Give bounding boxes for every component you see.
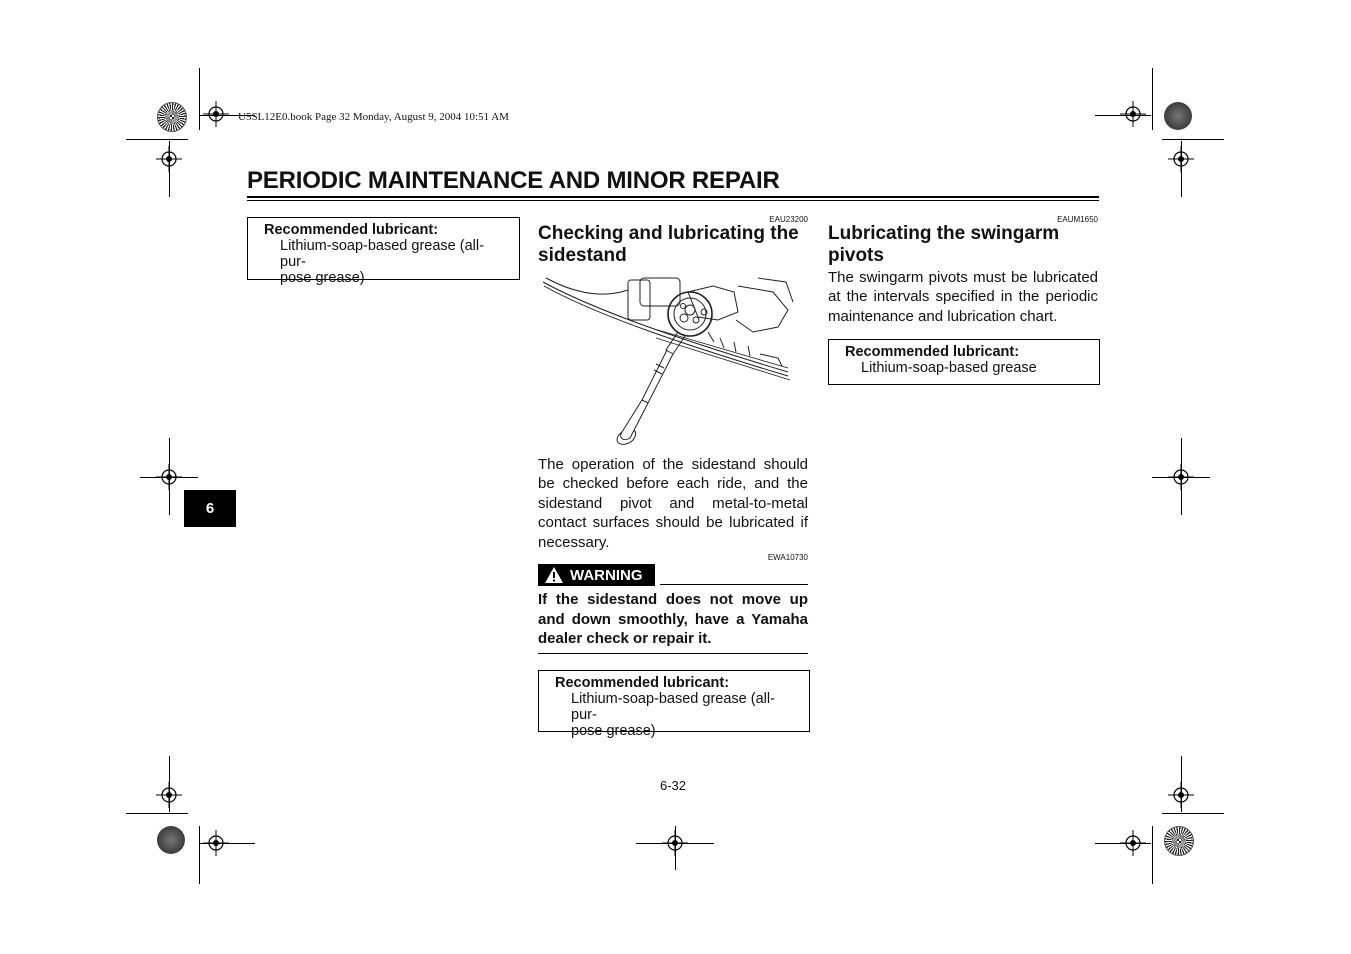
lubricant-box-right — [828, 339, 1100, 385]
warning-text: If the sidestand does not move up and down smoothly, have a Yamaha dealer check or repair it. — [538, 591, 808, 648]
lubricant-box-left — [247, 217, 520, 286]
warning-end-rule — [538, 653, 808, 654]
lubricant-value-line2: pose grease) — [571, 723, 656, 739]
warning-badge — [538, 564, 655, 586]
page-title: PERIODIC MAINTENANCE AND MINOR REPAIR — [247, 167, 780, 194]
registration-mark-icon — [1168, 146, 1194, 172]
lubricant-label: Recommended lubricant: — [555, 675, 730, 691]
warning-code: EWA10730 — [767, 553, 808, 562]
print-rosette-icon — [157, 102, 187, 132]
lubricant-value: Lithium-soap-based grease — [861, 360, 1037, 376]
section-code: EAU23200 — [769, 215, 808, 224]
section-heading-sidestand — [538, 223, 813, 267]
heading-line: Checking and lubricating the — [538, 223, 799, 244]
section-code: EAUM1650 — [1057, 215, 1098, 224]
registration-mark-icon — [1120, 830, 1146, 856]
registration-mark-icon — [156, 464, 182, 490]
heading-line: Lubricating the swingarm — [828, 223, 1060, 244]
lubricant-value-line2: pose grease) — [280, 270, 365, 286]
title-rule-thin — [247, 200, 1099, 201]
heading-line: pivots — [828, 245, 884, 266]
lubricant-label: Recommended lubricant: — [264, 222, 439, 238]
print-rosette-icon — [157, 826, 185, 854]
lubricant-value-line1: Lithium-soap-based grease (all-pur- — [571, 691, 775, 723]
registration-mark-icon — [662, 830, 688, 856]
lubricant-label: Recommended lubricant: — [845, 344, 1020, 360]
registration-mark-icon — [156, 782, 182, 808]
registration-mark-icon — [156, 146, 182, 172]
section-heading-swingarm — [828, 223, 1103, 267]
lubricant-box-middle — [538, 670, 810, 739]
sidestand-paragraph: The operation of the sidestand should be checked before each ride, and the sidestand pivot and metal-to-metal contact surfaces should be lubricated if necessary. — [538, 456, 808, 551]
lubricant-value-line1: Lithium-soap-based grease (all-pur- — [280, 238, 484, 270]
registration-mark-icon — [203, 830, 229, 856]
registration-mark-icon — [203, 101, 229, 127]
warning-label: WARNING — [570, 566, 643, 584]
print-rosette-icon — [1164, 102, 1192, 130]
print-rosette-icon — [1164, 826, 1194, 856]
title-rule — [247, 196, 1099, 198]
registration-mark-icon — [1168, 782, 1194, 808]
sidestand-illustration — [538, 272, 808, 447]
heading-line: sidestand — [538, 245, 627, 266]
registration-mark-icon — [1168, 464, 1194, 490]
swingarm-paragraph: The swingarm pivots must be lubricated at the intervals specified in the periodic maintenance and lubrication chart. — [828, 269, 1098, 325]
registration-mark-icon — [1120, 101, 1146, 127]
page-number: 6-32 — [660, 778, 687, 793]
chapter-tab: 6 — [184, 490, 236, 527]
warning-triangle-icon — [544, 566, 564, 584]
warning-rule — [660, 584, 808, 585]
book-header-info: U5SL12E0.book Page 32 Monday, August 9, 2004 10:51 AM — [238, 111, 509, 123]
